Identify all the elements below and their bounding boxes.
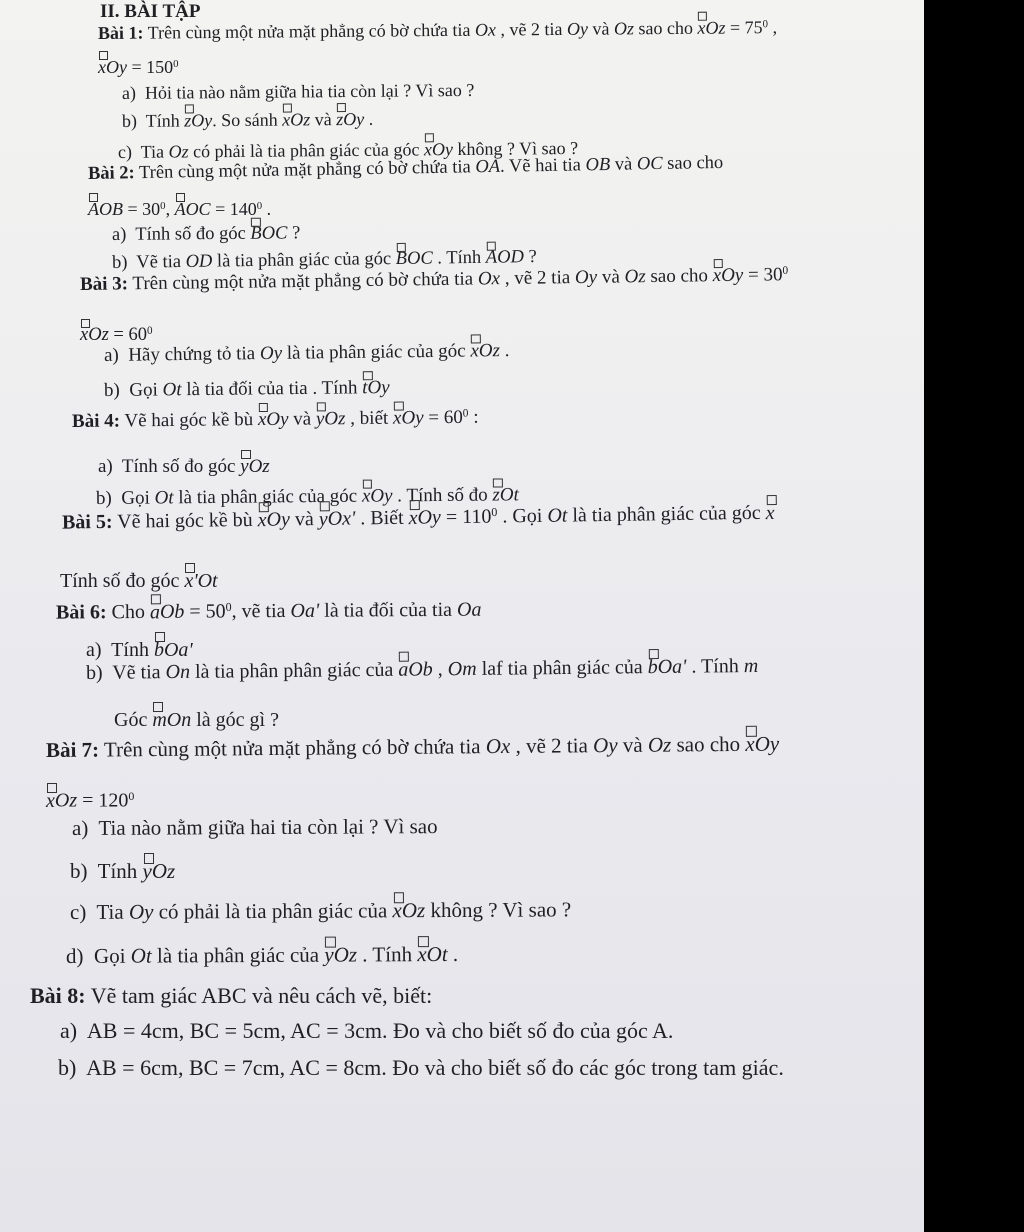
exercise-6-part-a: a) Tính bOa' (86, 639, 193, 661)
exercise-8-statement: Bài 8: Vẽ tam giác ABC và nêu cách vẽ, biết: (30, 983, 433, 1008)
exercise-7-part-c: c) Tia Oy có phải là tia phân giác của xOz không ? Vì sao ? (69, 897, 572, 924)
exercise-7-part-b: b) Tính yOz (70, 859, 176, 883)
exercise-7-part-a: a) Tia nào nằm giữa hai tia còn lại ? Vì sao (71, 814, 438, 840)
exercise-4-statement: Bài 4: Vẽ hai góc kề bù xOy và yOz , biết xOy = $60^0$ : (71, 406, 479, 432)
exercise-5-statement: Bài 5: Vẽ hai góc kề bù xOy và yOx' . Biết xOy = $110^0$ . Gọi Ot là tia phân giác của góc x (61, 501, 775, 534)
exercise-3-statement: Bài 3: Trên cùng một nửa mặt phẳng có bờ chứa tia Ox , vẽ 2 tia Oy và Oz sao cho xOy = $30^0$ (79, 264, 789, 295)
exercise-2-part-a: a) Tính số đo góc BOC ? (111, 223, 301, 245)
exercise-1-part-c: c) Tia Oz có phải là tia phân giác của góc xOy không ? Vì sao ? (117, 137, 579, 162)
exercise-8-part-b: b) AB = 6cm, BC = 7cm, AC = 8cm. Đo và cho biết số đo các góc trong tam giác. (58, 1055, 784, 1080)
exercise-1-statement: Bài 1: Trên cùng một nửa mặt phẳng có bờ chứa tia Ox , vẽ 2 tia Oy và Oz sao cho xOz = $75^0$ , (97, 17, 778, 43)
exercise-6-statement: Bài 6: Cho aOb = $50^0$, vẽ tia Oa' là tia đối của tia Oa (55, 598, 482, 624)
exercise-5-part: Tính số đo góc x'Ot (60, 570, 218, 592)
exercise-7-part-d: d) Gọi Ot là tia phân giác của yOz . Tính xOt . (65, 941, 459, 968)
exercise-1-part-b: b) Tính zOy. So sánh xOz và zOy . (121, 108, 374, 131)
exercise-6-part-c: Góc mOn là góc gì ? (114, 709, 279, 731)
exercise-3-part-b: b) Gọi Ot là tia đối của tia . Tính tOy (103, 377, 390, 401)
exercise-2-statement-cont: AOB = $30^0$, AOC = $140^0$ . (88, 199, 272, 219)
exercise-3-part-a: a) Hãy chứng tỏ tia Oy là tia phân giác của góc xOz . (103, 340, 510, 366)
exercise-1-part-a: a) Hỏi tia nào nằm giữa hia tia còn lại ? Vì sao ? (121, 79, 475, 103)
exercise-8-part-a: a) AB = 4cm, BC = 5cm, AC = 3cm. Đo và cho biết số đo của góc A. (60, 1018, 674, 1043)
exercise-4-part-b: b) Gọi Ot là tia phân giác của góc xOy . Tính số đo zOt (95, 484, 519, 509)
exercise-7-statement-cont: xOz = $120^0$ (46, 789, 135, 812)
exercise-2-part-b: b) Vẽ tia OD là tia phân giác của góc BOC . Tính AOD ? (111, 247, 537, 273)
exercise-4-part-a: a) Tính số đo góc yOz (98, 456, 270, 477)
exercise-1-statement-cont: xOy = $150^0$ (98, 57, 179, 77)
section-heading: II. BÀI TẬP (100, 1, 201, 22)
exercise-3-statement-cont: xOz = $60^0$ (80, 325, 153, 346)
exercise-7-statement: Bài 7: Trên cùng một nửa mặt phẳng có bờ chứa tia Ox , vẽ 2 tia Oy và Oz sao cho xOy (45, 731, 780, 762)
exercise-6-part-b: b) Vẽ tia On là tia phân phân giác của aOb , Om laf tia phân giác của bOa' . Tính m (85, 654, 759, 684)
exercise-2-statement: Bài 2: Trên cùng một nửa mặt phẳng có bờ chứa tia OA. Vẽ hai tia OB và OC sao cho (87, 152, 724, 184)
